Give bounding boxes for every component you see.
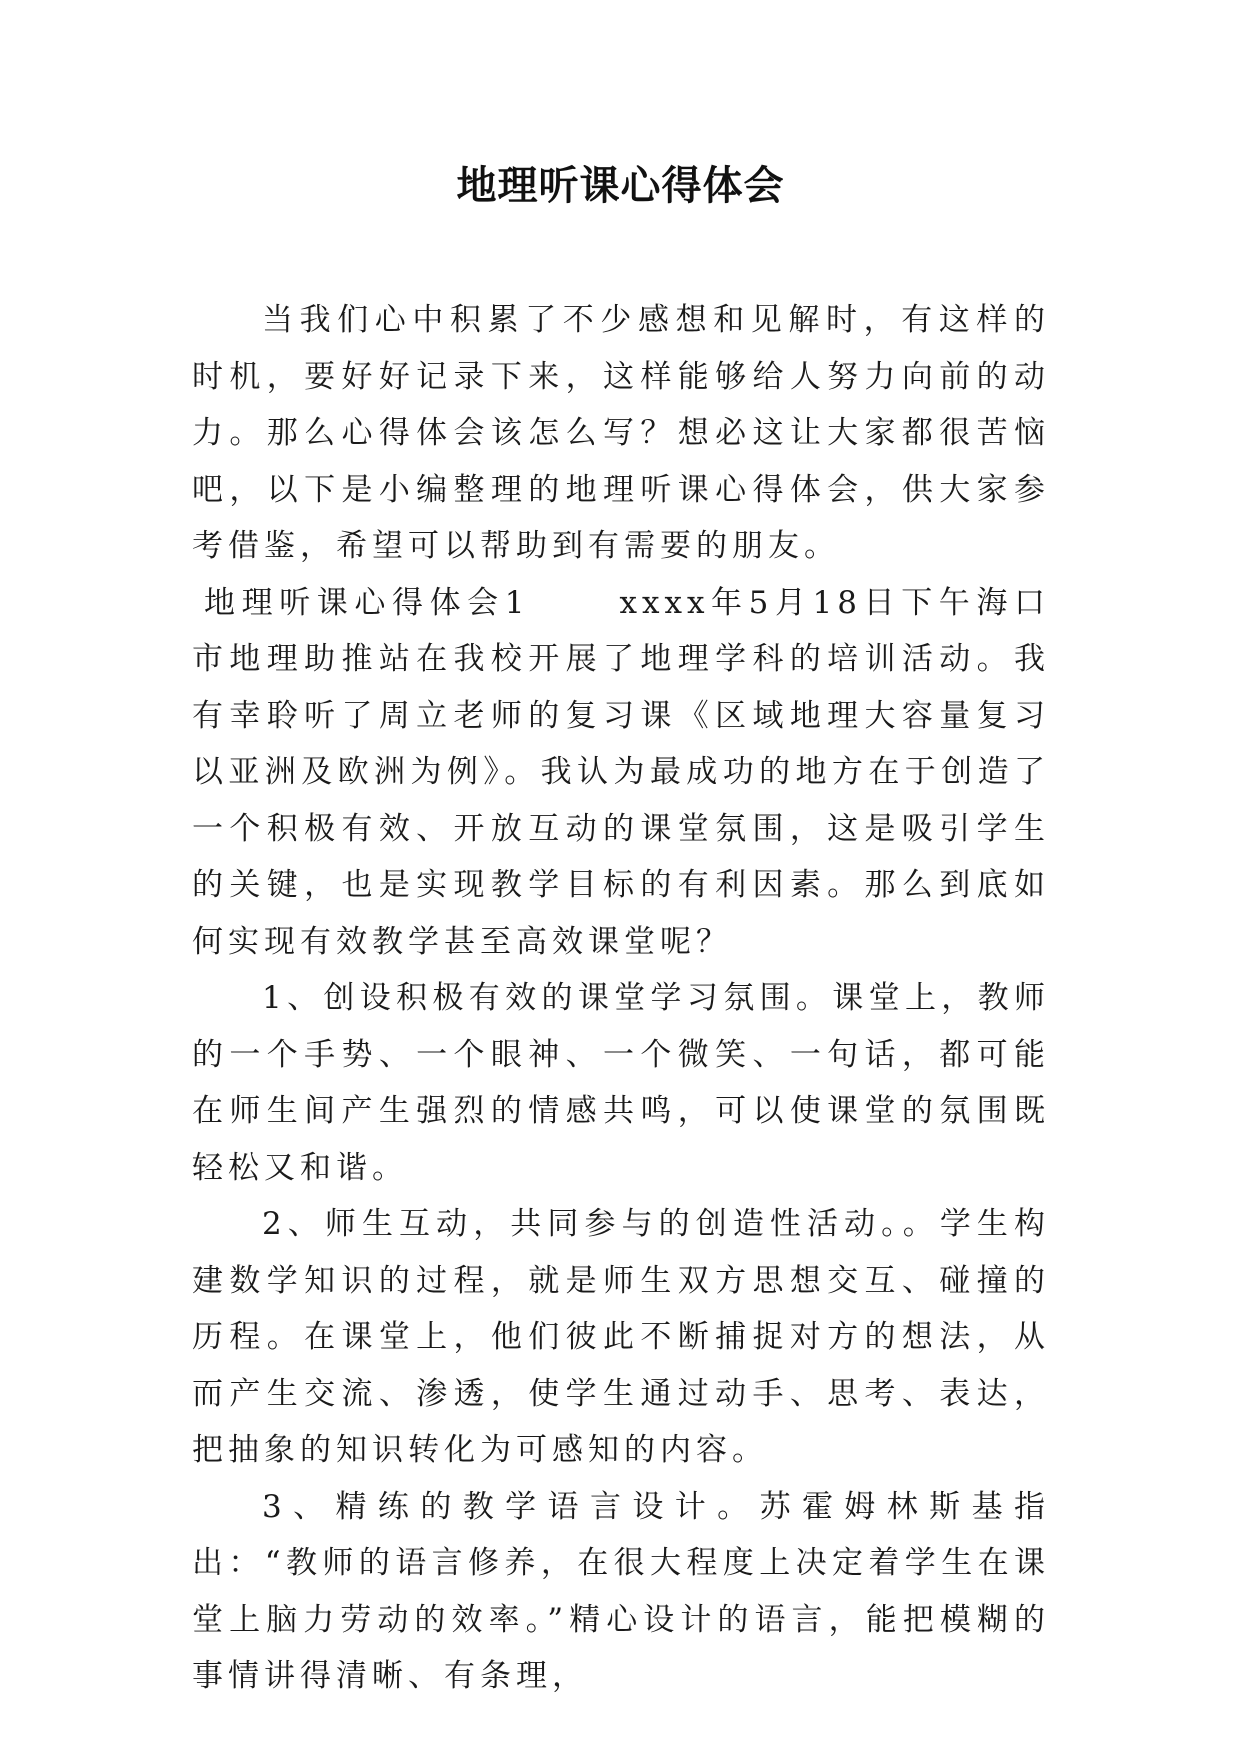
section-body: xxxx年5月18日下午海口市地理助推站在我校开展了地理学科的培训活动。我有幸聆听了周立老师的复习课《区域地理大容量复习以亚洲及欧洲为例》。我认为最成功的地方在于创造了一个积极有效、开放互动的课堂氛围，这是吸引学生的关键，也是实现教学目标的有利因素。那么到底如何实现有效教学甚至高效课堂呢？	[192, 584, 1050, 960]
intro-paragraph: 当我们心中积累了不少感想和见解时，有这样的时机，要好好记录下来，这样能够给人努力向前的动力。那么心得体会该怎么写？想必这让大家都很苦恼吧，以下是小编整理的地理听课心得体会，供大家参考借鉴，希望可以帮助到有需要的朋友。	[192, 302, 1050, 564]
section-paragraph	[192, 575, 1050, 971]
point-paragraph-3: 3、精练的教学语言设计。苏霍姆林斯基指出：“教师的语言修养，在很大程度上决定着学生在课堂上脑力劳动的效率。”精心设计的语言，能把模糊的事情讲得清晰、有条理，	[192, 1488, 1050, 1694]
section-heading: 地理听课心得体会1	[204, 584, 530, 621]
page-title: 地理听课心得体会	[456, 162, 785, 209]
document-body	[192, 292, 1050, 1705]
point-paragraph-1: 1、创设积极有效的课堂学习氛围。课堂上，教师的一个手势、一个眼神、一个微笑、一句话，都可能在师生间产生强烈的情感共鸣，可以使课堂的氛围既轻松又和谐。	[192, 980, 1050, 1186]
point-paragraph-2: 2、师生互动，共同参与的创造性活动。。学生构建数学知识的过程，就是师生双方思想交互、碰撞的历程。在课堂上，他们彼此不断捕捉对方的想法，从而产生交流、渗透，使学生通过动手、思考、表达，把抽象的知识转化为可感知的内容。	[192, 1206, 1050, 1468]
